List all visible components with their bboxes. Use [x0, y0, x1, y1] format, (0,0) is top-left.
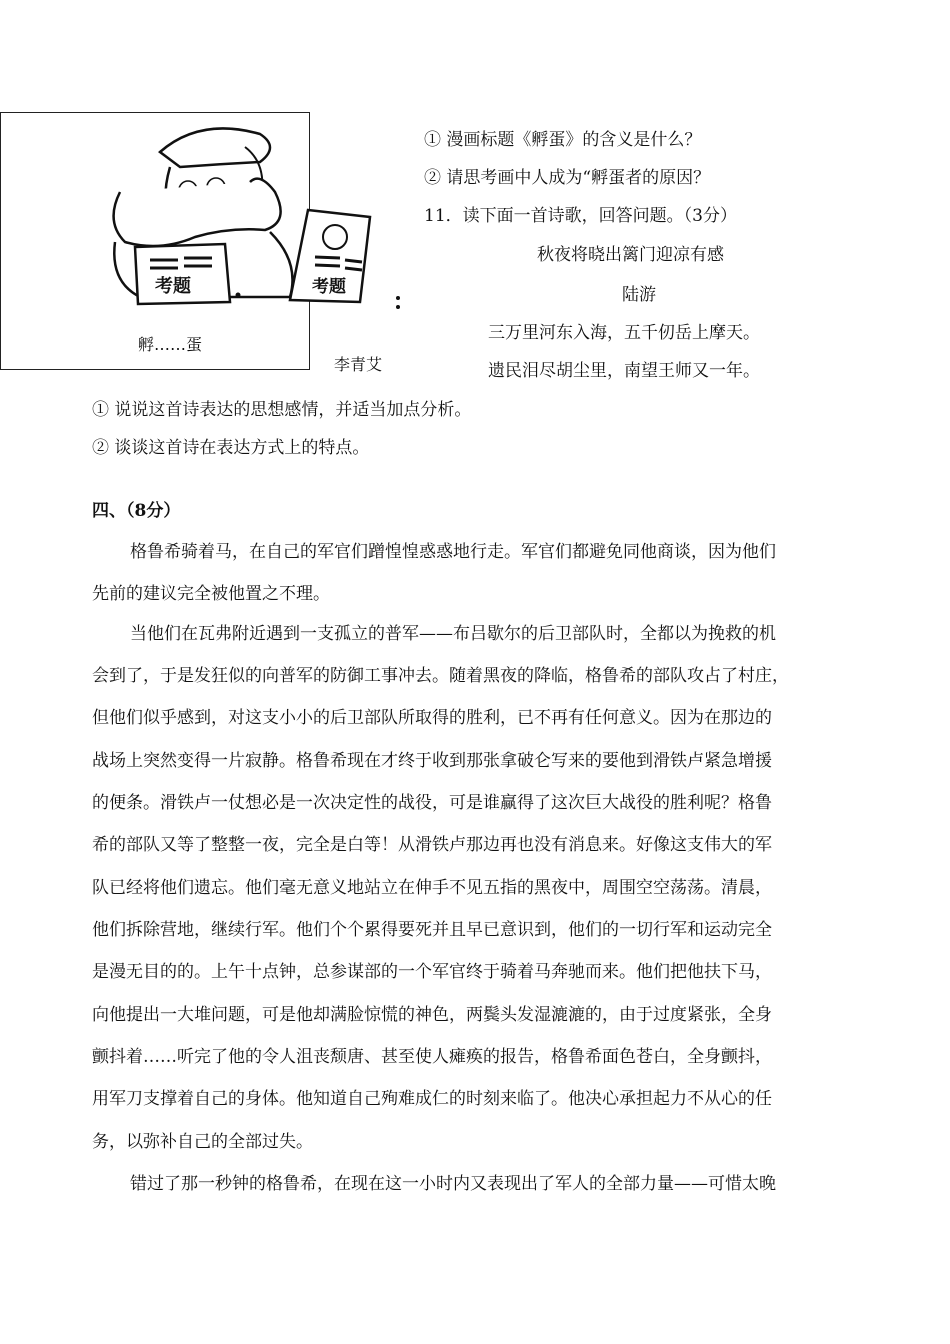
poem-question-2: ② 谈谈这首诗在表达方式上的特点。: [92, 438, 370, 458]
paragraph-line: 错过了那一秒钟的格鲁希，在现在这一小时内又表现出了军人的全部力量——可惜太晚: [130, 1174, 776, 1194]
paragraph-line: 他们拆除营地，继续行军。他们个个累得要死并且早已意识到，他们的一切行军和运动完全: [92, 920, 772, 940]
paper-label-2: 考题: [312, 277, 346, 297]
paragraph-line: 格鲁希骑着马，在自己的军官们蹭惶惶惑惑地行走。军官们都避免同他商谈，因为他们: [130, 542, 776, 562]
section-heading: 四、（8分）: [92, 501, 181, 521]
paragraph-line: 用军刀支撑着自己的身体。他知道自己殉难成仁的时刻来临了。他决心承担起力不从心的任: [92, 1089, 772, 1109]
paper-label-1: 考题: [155, 276, 191, 297]
question-1: ① 漫画标题《孵蛋》的含义是什么？: [424, 130, 702, 150]
paragraph-line: 希的部队又等了整整一夜，完全是白等！从滑铁卢那边再也没有消息来。好像这支伟大的军: [92, 835, 772, 855]
cartoon-caption: 孵……蛋: [138, 335, 203, 354]
paragraph-line: 战场上突然变得一片寂静。格鲁希现在才终于收到那张拿破仑写来的要他到滑铁卢紧急增援: [92, 751, 772, 771]
paragraph-line: 颤抖着……听完了他的令人沮丧颓唐、甚至使人瘫痪的报告，格鲁希面色苍白，全身颤抖，: [92, 1047, 772, 1067]
question-2: ② 请思考画中人成为“孵蛋者的原因？: [424, 168, 711, 188]
cartoon-author: 李青艾: [334, 355, 383, 374]
paragraph-line: 向他提出一大堆问题，可是他却满脸惊慌的神色，两鬓头发湿漉漉的，由于过度紧张，全身: [92, 1005, 772, 1025]
poem-title: 秋夜将晓出篱门迎凉有感: [537, 245, 724, 265]
paragraph-line: 但他们似乎感到，对这支小小的后卫部队所取得的胜利，已不再有任何意义。因为在那边的: [92, 708, 772, 728]
question-11: 11．读下面一首诗歌，回答问题。（3分）: [424, 206, 737, 226]
poem-line-1: 三万里河东入海，五千仞岳上摩天。: [488, 323, 760, 343]
paragraph-line: 务，以弥补自己的全部过失。: [92, 1132, 313, 1152]
paragraph-line: 先前的建议完全被他置之不理。: [92, 584, 330, 604]
paragraph-line: 当他们在瓦弗附近遇到一支孤立的普军——布吕歇尔的后卫部队时，全都以为挽救的机: [130, 624, 776, 644]
poem-line-2: 遗民泪尽胡尘里，南望王师又一年。: [488, 361, 760, 381]
paragraph-line: 的便条。滑铁卢一仗想必是一次决定性的战役，可是谁赢得了这次巨大战役的胜利呢？格鲁: [92, 793, 772, 813]
poem-author: 陆游: [622, 285, 656, 305]
poem-question-1: ① 说说这首诗表达的思想感情，并适当加点分析。: [92, 400, 472, 420]
paragraph-line: 是漫无目的的。上午十点钟，总参谋部的一个军官终于骑着马奔驰而来。他们把他扶下马，: [92, 962, 772, 982]
paragraph-line: 会到了，于是发狂似的向普军的防御工事冲去。随着黑夜的降临，格鲁希的部队攻占了村庄，: [92, 666, 789, 686]
paragraph-line: 队已经将他们遗忘。他们毫无意义地站立在伸手不见五指的黑夜中，周围空空荡荡。清晨，: [92, 878, 772, 898]
